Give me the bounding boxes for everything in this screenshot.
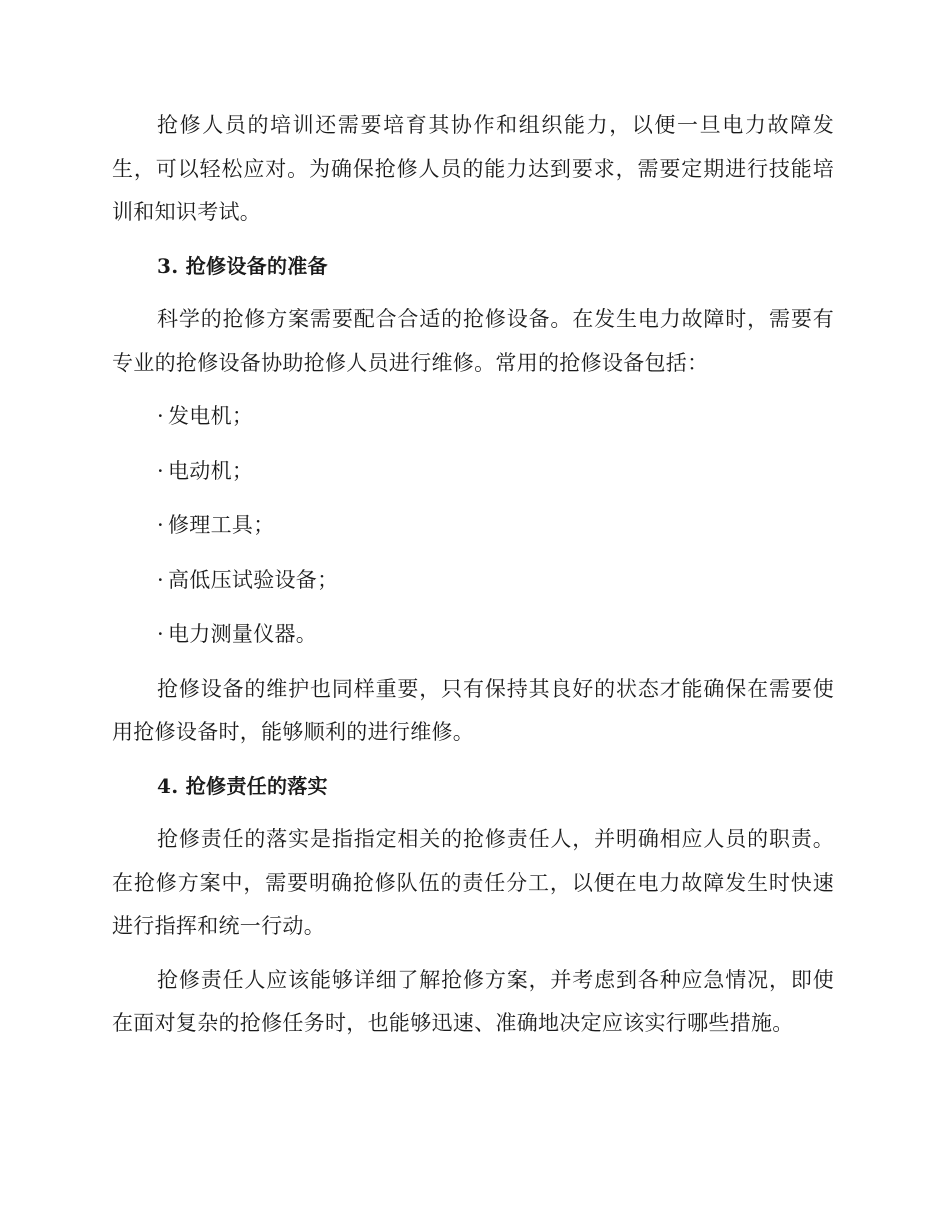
section-heading-responsibility: 4. 抢修责任的落实 — [157, 773, 328, 798]
paragraph-responsibility: 抢修责任的落实是指指定相关的抢修责任人，并明确相应人员的职责。在抢修方案中，需要明确抢修队伍的责任分工，以便在电力故障发生时快速进行指挥和统一行动。 — [112, 827, 834, 938]
paragraph-equipment-maintenance: 抢修设备的维护也同样重要，只有保持其良好的状态才能确保在需要使用抢修设备时，能够顺利的进行维修。 — [112, 676, 834, 744]
bullet-icon: · — [157, 404, 164, 428]
bullet-icon: · — [157, 458, 164, 483]
list-item-text: 电动机； — [168, 458, 254, 483]
paragraph-responsible-person: 抢修责任人应该能够详细了解抢修方案，并考虑到各种应急情况，即使在面对复杂的抢修任务时，也能够迅速、准确地决定应该实行哪些措施。 — [112, 967, 834, 1035]
section-heading-equipment: 3. 抢修设备的准备 — [157, 253, 328, 278]
paragraph-training: 抢修人员的培训还需要培育其协作和组织能力，以便一旦电力故障发生，可以轻松应对。为确保抢修人员的能力达到要求，需要定期进行技能培训和知识考试。 — [112, 113, 834, 224]
paragraph-equipment-intro: 科学的抢修方案需要配合合适的抢修设备。在发生电力故障时，需要有专业的抢修设备协助抢修人员进行维修。常用的抢修设备包括： — [112, 307, 834, 375]
document-page — [112, 104, 834, 1056]
list-item-text: 发电机； — [168, 404, 254, 428]
list-item-text: 修理工具； — [168, 513, 275, 537]
list-item — [112, 559, 834, 603]
list-item — [112, 395, 834, 439]
list-item — [112, 613, 834, 657]
list-item — [112, 450, 834, 494]
list-item-text: 电力测量仪器。 — [168, 622, 318, 646]
list-item-text: 高低压试验设备； — [168, 567, 339, 592]
bullet-icon: · — [157, 513, 164, 537]
bullet-icon: · — [157, 567, 164, 592]
list-item — [112, 504, 834, 548]
bullet-icon: · — [157, 622, 164, 646]
